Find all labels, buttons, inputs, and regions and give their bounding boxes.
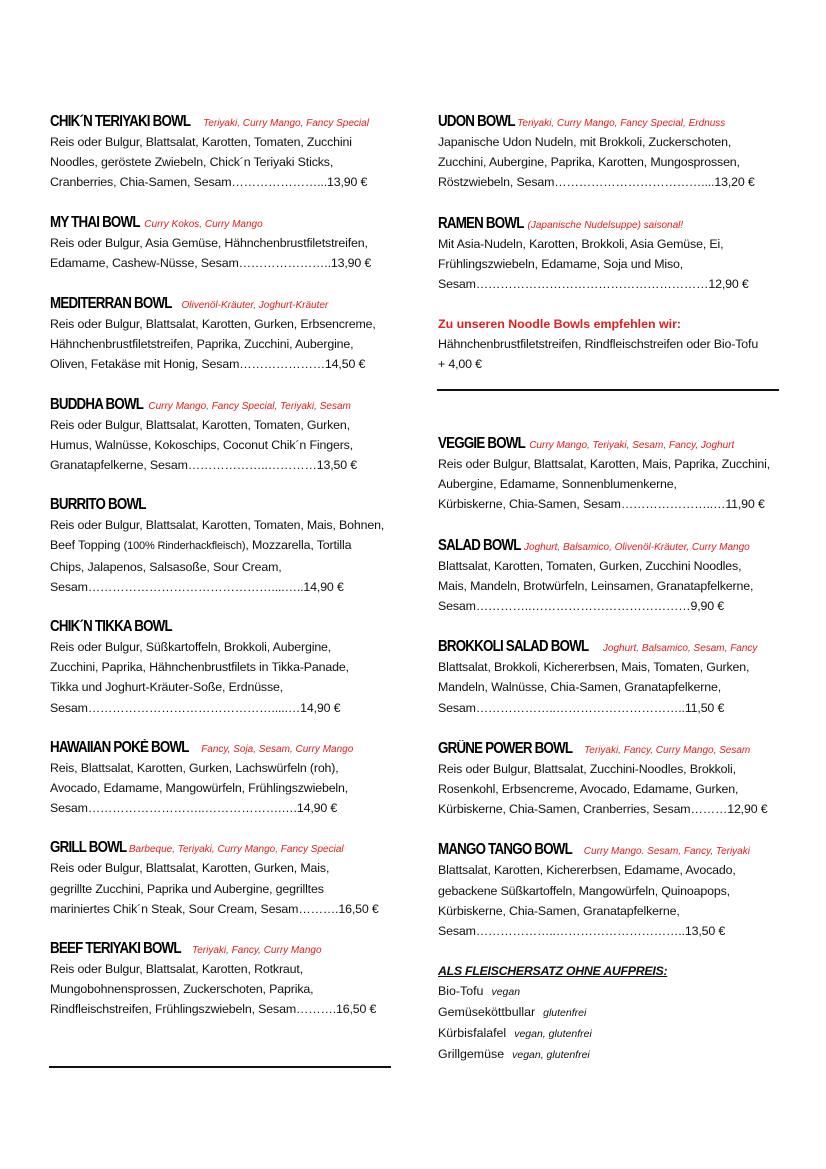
item-sauces: Teriyaki, Curry Mango, Fancy Special [203,118,369,129]
section-divider [437,389,779,391]
item-line: gegrillte Zucchini, Paprika und Aubergine, gegrilltes [50,881,324,896]
item-line: gebackene Süßkartoffeln, Mangowürfeln, Quinoapops, [438,883,730,898]
item-line: Sesam…………………………………………………12,90 € [438,277,749,292]
substitute-row [438,1002,780,1023]
menu-item [50,395,390,476]
meat-substitute-section [438,961,780,1065]
item-line: Aubergine, Edamame, Sonnenblumenkerne, [438,477,677,492]
substitute-name: Kürbisfalafel [438,1026,507,1041]
item-sauces: (Japanische Nudelsuppe) saisonal! [527,219,684,231]
item-line: Avocado, Edamame, Mangowürfeln, Frühlingszwiebeln, [50,781,349,796]
item-sauces: Curry Mango, Fancy Special, Teriyaki, Sesam [148,400,351,412]
menu-item [50,939,390,1020]
item-line: Noodles, geröstete Zwiebeln, Chick´n Teriyaki Sticks, [50,155,334,170]
noodle-recommendation [438,314,780,374]
item-line: Hähnchenbrustfiletstreifen, Paprika, Zucchini, Aubergine, [50,337,354,352]
item-line: Japanische Udon Nudeln, mit Brokkoli, Zuckerschoten, [438,135,732,149]
item-line: Reis oder Bulgur, Blattsalat, Karotten, Gurken, Erbsencreme, [50,317,376,332]
item-sauces: Joghurt, Balsamico, Olivenöl-Kräuter, Curry Mango [524,541,750,553]
item-title: GRILL BOWL [50,839,127,857]
menu-item [438,214,780,295]
menu-item [50,213,390,273]
substitute-row [438,981,780,1002]
item-sauces: Teriyaki, Fancy, Curry Mango [192,945,322,957]
item-title: BEEF TERIYAKI BOWL [50,940,181,958]
item-sauces: Curry Mango. Sesam, Fancy, Teriyaki [583,846,750,858]
menu-item [438,840,780,941]
item-sauces: Joghurt, Balsamico, Sesam, Fancy [602,643,758,655]
left-menu-column [50,112,390,1020]
item-title: CHIK´N TERIYAKI BOWL [50,113,191,130]
item-sauces: Teriyaki, Fancy, Curry Mango, Sesam [584,744,751,756]
item-line: Granatapfelkerne, Sesam………………..…………13,50 € [50,458,358,473]
recommendation-title: Zu unseren Noodle Bowls empfehlen wir: [438,317,682,332]
item-line: Chips, Jalapenos, Salsasoße, Sour Cream, [50,559,282,574]
item-line: Beef Topping (100% Rinderhackfleisch), Mozzarella, Tortilla [50,538,352,553]
right-menu-column [438,112,780,375]
menu-item [438,434,780,515]
item-line: Reis oder Bulgur, Blattsalat, Karotten, Gurken, Mais, [50,861,330,876]
item-title: BURRITO BOWL [50,496,146,514]
item-line: Sesam………………………………………....…..14,90 € [50,579,344,594]
item-title: MY THAI BOWL [50,213,140,231]
item-line: Sesam………………..…………………………..13,50 € [438,924,726,939]
item-line: Mit Asia-Nudeln, Karotten, Brokkoli, Asia Gemüse, Ei, [438,236,724,251]
item-line: Cranberries, Chia-Samen, Sesam…………………...13,90 € [50,175,368,190]
substitute-note: vegan, glutenfrei [514,1028,592,1041]
right-lower-menu-column [438,434,780,1065]
item-line: Röstzwiebeln, Sesam………………………………....13,20 € [438,175,755,190]
item-line: Reis, Blattsalat, Karotten, Gurken, Lachswürfeln (roh), [50,760,339,775]
item-line: Mais, Mandeln, Brotwürfeln, Leinsamen, Granatapfelkerne, [438,578,754,593]
menu-item [50,112,390,193]
substitute-note: vegan, glutenfrei [512,1049,590,1062]
item-title: CHIK´N TIKKA BOWL [50,618,172,636]
item-line: Humus, Walnüsse, Kokoschips, Coconut Chik´n Fingers, [50,437,354,452]
item-line: Sesam……………………………………….....…14,90 € [50,700,341,715]
item-sauces: Teriyaki, Curry Mango, Fancy Special, Erdnuss [517,118,726,129]
menu-item [50,294,390,375]
substitute-note: glutenfrei [543,1007,587,1020]
item-line: Sesam………………..…………………………..11,50 € [438,700,725,715]
item-line: Blattsalat, Brokkoli, Kichererbsen, Mais, Tomaten, Gurken, [438,660,750,675]
item-line: mariniertes Chik´n Steak, Sour Cream, Sesam……….16,50 € [50,901,379,916]
item-line: Tikka und Joghurt-Kräuter-Soße, Erdnüsse, [50,680,284,695]
item-line: Kürbiskerne, Chia-Samen, Sesam…………………..…11,90 € [438,497,765,512]
substitute-name: Bio-Tofu [438,984,484,999]
item-line: Kürbiskerne, Chia-Samen, Granatapfelkerne, [438,903,680,918]
menu-item [438,739,780,820]
menu-item [50,738,390,819]
item-line: Reis oder Bulgur, Blattsalat, Karotten, Rotkraut, [50,962,303,977]
item-sauces: Curry Mango, Teriyaki, Sesam, Fancy, Joghurt [529,440,735,451]
substitute-row [438,1044,780,1065]
item-title: MANGO TANGO BOWL [438,841,572,859]
item-line: Reis oder Bulgur, Blattsalat, Karotten, Tomaten, Zucchini [50,135,352,149]
item-line: Sesam………………………..……………….….14,90 € [50,801,338,816]
item-line: Mandeln, Walnüsse, Chia-Samen, Granatapfelkerne, [438,680,721,695]
substitute-name: Grillgemüse [438,1047,505,1062]
substitute-title: ALS FLEISCHERSATZ OHNE AUFPREIS: [438,964,668,979]
item-line: Mungobohnensprossen, Zuckerschoten, Paprika, [50,982,314,997]
item-title: GRÜNE POWER BOWL [438,739,573,757]
item-line: Blattsalat, Karotten, Tomaten, Gurken, Zucchini Noodles, [438,558,742,573]
menu-item [438,536,780,617]
item-title: HAWAIIAN POKÈ BOWL [50,738,189,756]
item-sauces: Olivenöl-Kräuter, Joghurt-Kräuter [181,300,329,312]
item-line: Reis oder Bulgur, Blattsalat, Karotten, Tomaten, Mais, Bohnen, [50,518,385,533]
item-line: Zucchini, Paprika, Hähnchenbrustfilets in Tikka-Panade, [50,660,349,675]
item-line: Oliven, Fetakäse mit Honig, Sesam…………………14,50 € [50,357,366,372]
item-line: Reis oder Bulgur, Blattsalat, Zucchini-Noodles, Brokkoli, [438,761,736,776]
bottom-divider [49,1066,391,1068]
item-line: Rindfleischstreifen, Frühlingszwiebeln, Sesam……….16,50 € [50,1002,377,1017]
recommendation-line: + 4,00 € [438,357,482,372]
item-line: Reis oder Bulgur, Blattsalat, Karotten, Mais, Paprika, Zucchini, [438,457,770,471]
substitute-row [438,1023,780,1044]
item-sauces: Barbeque, Teriyaki, Curry Mango, Fancy Special [128,844,344,856]
item-title: BUDDHA BOWL [50,395,144,413]
item-line: Reis oder Bulgur, Süßkartoffeln, Brokkoli, Aubergine, [50,640,332,655]
item-title: UDON BOWL [438,113,515,130]
menu-item [438,637,780,718]
item-title: SALAD BOWL [438,536,521,554]
substitute-note: vegan [491,986,521,999]
item-line: Blattsalat, Karotten, Kichererbsen, Edamame, Avocado, [438,863,736,878]
menu-item [50,495,390,597]
item-title: BROKKOLI SALAD BOWL [438,638,589,656]
substitute-name: Gemüseköttbullar [438,1005,536,1020]
item-line: Rosenkohl, Erbsencreme, Avocado, Edamame, Gurken, [438,782,739,797]
item-line: Reis oder Bulgur, Asia Gemüse, Hähnchenbrustfiletstreifen, [50,235,368,250]
menu-item [50,617,390,718]
item-title: RAMEN BOWL [438,214,524,232]
item-sauces: Fancy, Soja, Sesam, Curry Mango [201,743,354,755]
item-line: Edamame, Cashew-Nüsse, Sesam…………………..13,90 € [50,255,372,270]
menu-item [50,838,390,919]
item-line: Sesam…………..…………………………………9,90 € [438,599,725,614]
item-title: VEGGIE BOWL [438,435,526,452]
recommendation-line: Hähnchenbrustfiletstreifen, Rindfleischstreifen oder Bio-Tofu [438,337,759,352]
item-line: Zucchini, Aubergine, Paprika, Karotten, Mungosprossen, [438,155,740,170]
item-title: MEDITERRAN BOWL [50,295,172,313]
item-sauces: Curry Kokos, Curry Mango [144,218,263,230]
item-line: Kürbiskerne, Chia-Samen, Cranberries, Sesam………12,90 € [438,802,768,817]
item-line: Frühlingszwiebeln, Edamame, Soja und Miso, [438,256,684,271]
menu-item [438,112,780,193]
item-line: Reis oder Bulgur, Blattsalat, Karotten, Tomaten, Gurken, [50,417,350,432]
